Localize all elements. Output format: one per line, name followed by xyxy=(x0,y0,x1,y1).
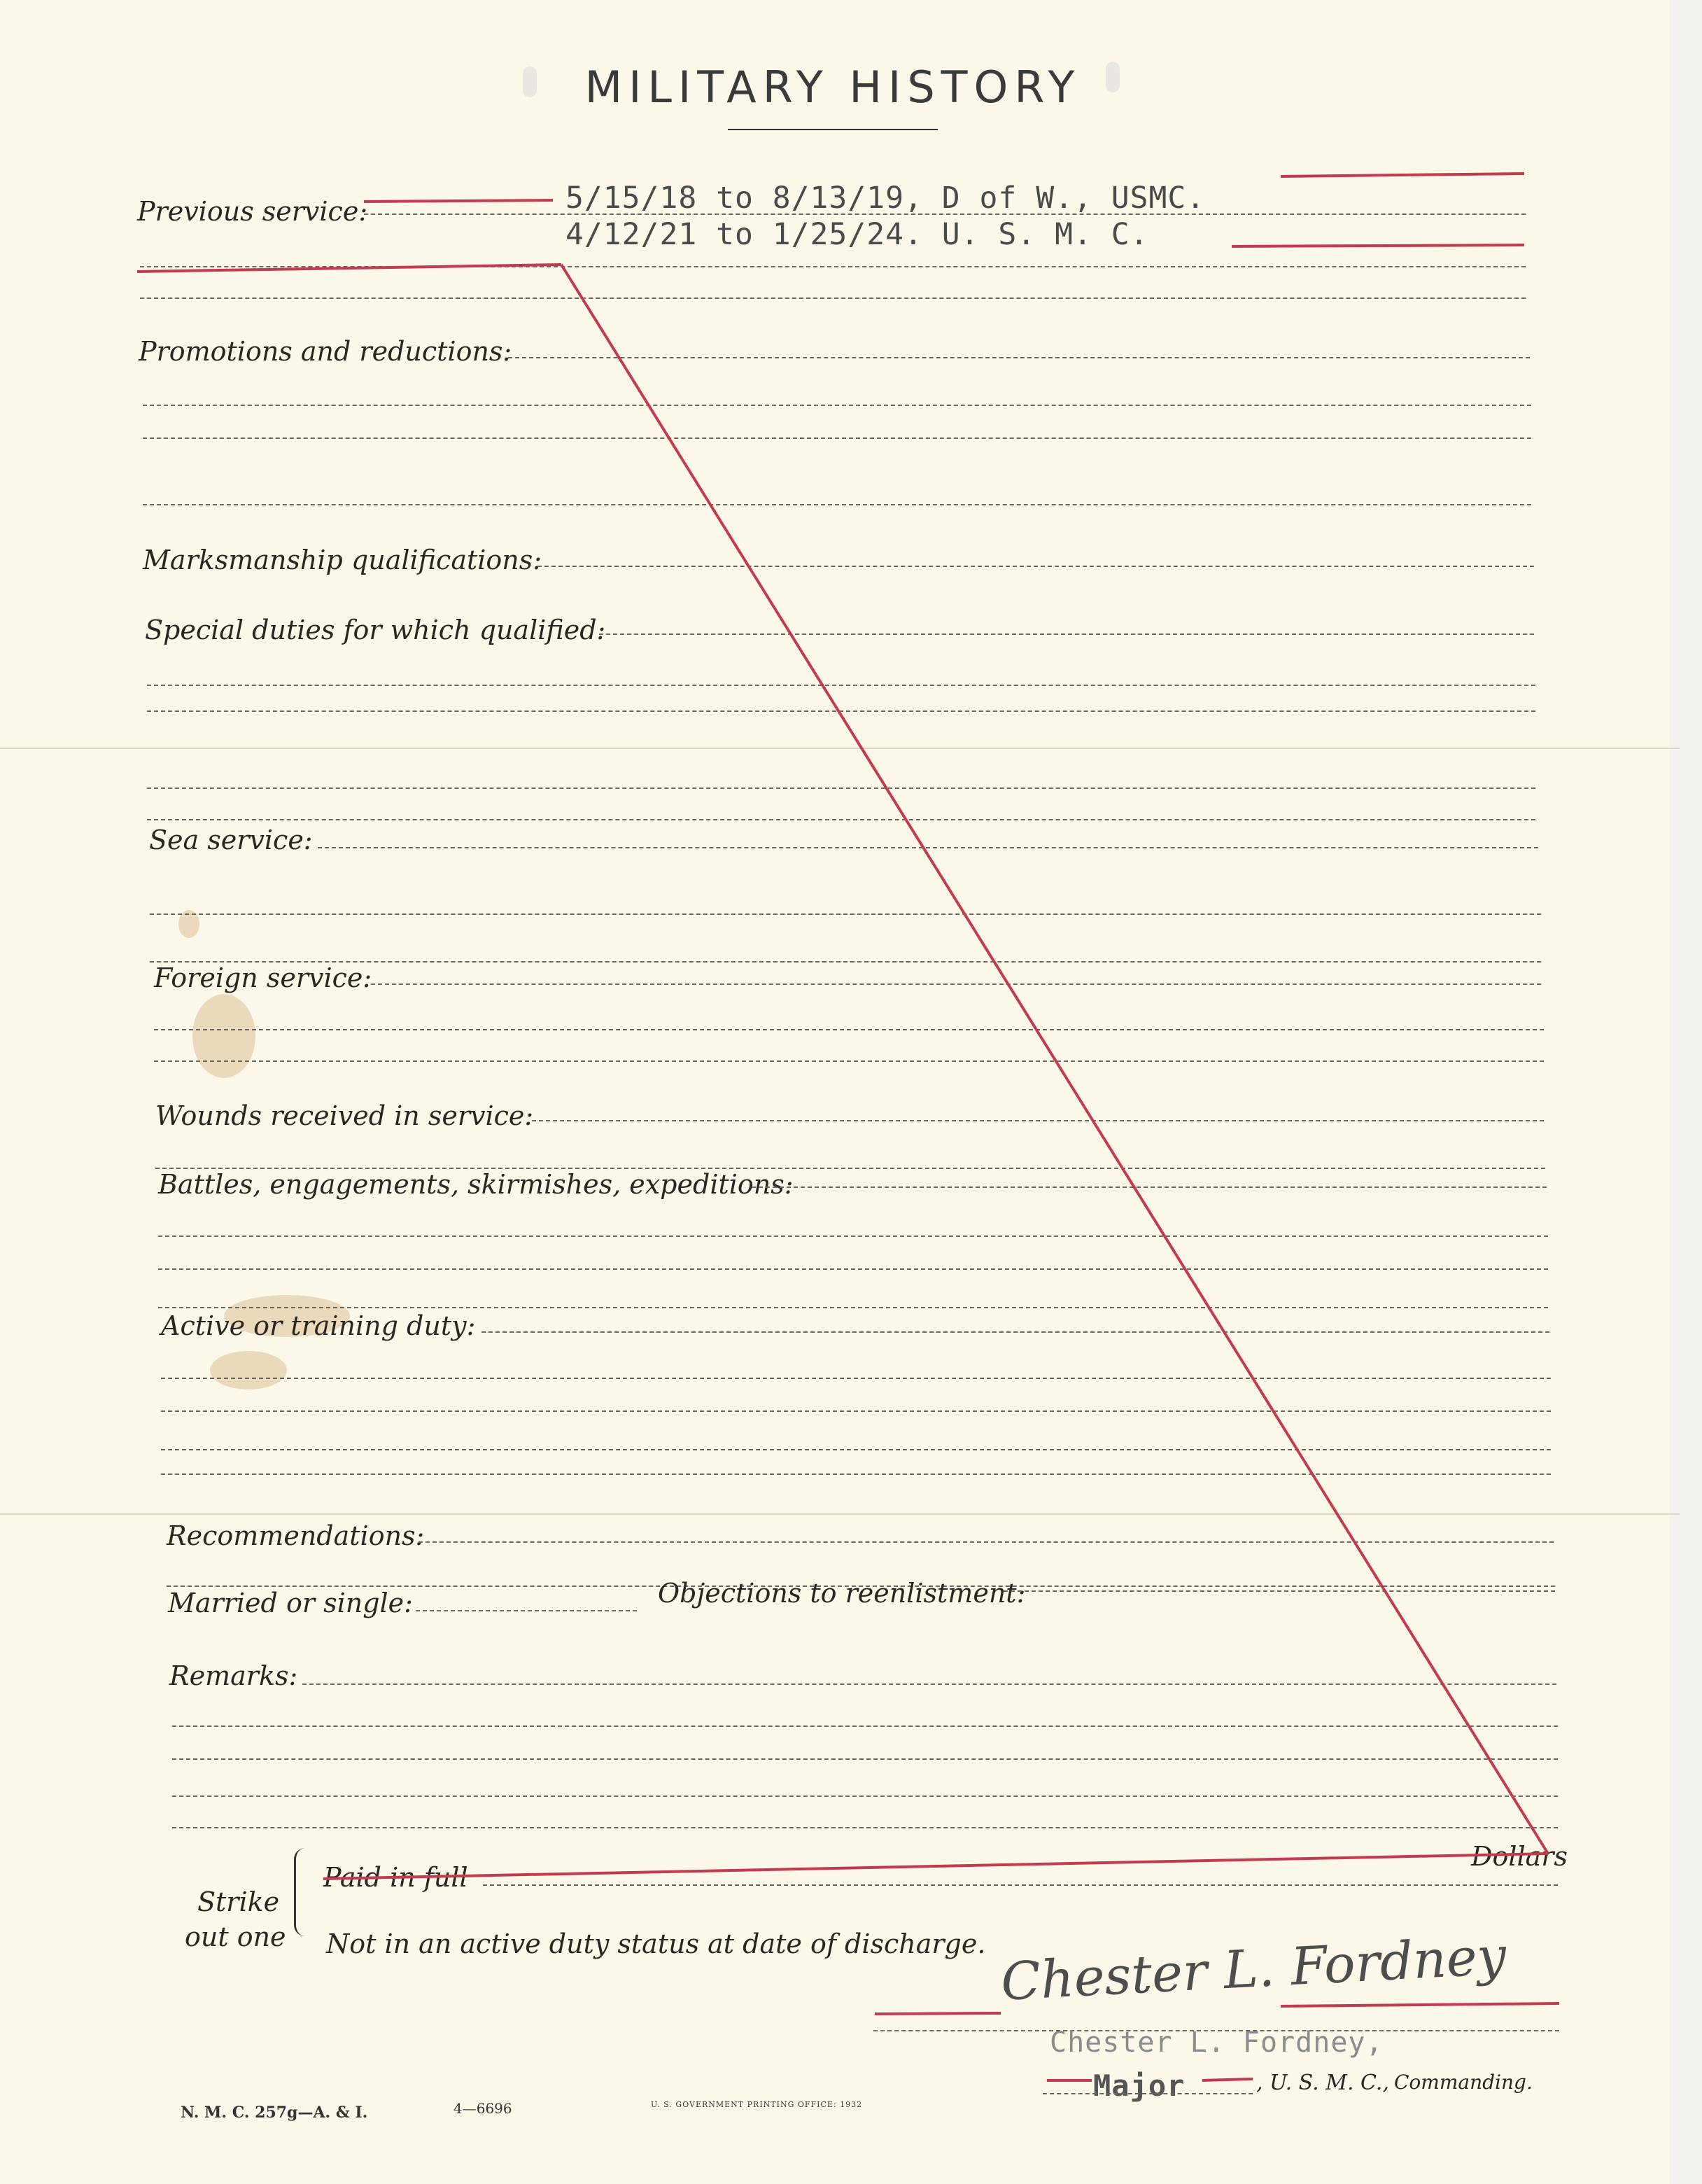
form-code: 4—6696 xyxy=(453,2100,512,2117)
label-dollars: Dollars xyxy=(1471,1841,1568,1872)
previous-service-entry: 4/12/21 to 1/25/24. U. S. M. C. xyxy=(565,217,1149,252)
handwritten-signature: Chester L. Fordney xyxy=(999,1926,1508,2012)
page-title: MILITARY HISTORY xyxy=(584,62,1081,113)
red-signature-line xyxy=(875,2013,1001,2014)
red-strike-line xyxy=(137,265,561,272)
label-marksmanship: Marksmanship qualifications: xyxy=(143,545,542,575)
label-recommendations: Recommendations: xyxy=(167,1520,425,1551)
red-rank-line xyxy=(1202,2079,1253,2080)
previous-service-entry: 5/15/18 to 8/13/19, D of W., USMC. xyxy=(565,181,1206,216)
printer-imprint: U. S. GOVERNMENT PRINTING OFFICE: 1932 xyxy=(651,2100,863,2109)
typed-signature-name: Chester L. Fordney, xyxy=(1050,2026,1384,2059)
label-active-duty: Active or training duty: xyxy=(161,1310,476,1341)
red-strike-line xyxy=(1281,174,1524,176)
label-previous-service: Previous service: xyxy=(137,196,368,227)
option-not-active: Not in an active duty status at date of discharge. xyxy=(326,1928,986,1959)
label-foreign-service: Foreign service: xyxy=(154,962,372,993)
label-objections: Objections to reenlistment: xyxy=(658,1578,1026,1609)
strike-label-line2: out one xyxy=(185,1921,286,1952)
red-diagonal-cancel-line xyxy=(561,265,1548,1854)
red-strike-line xyxy=(1232,245,1524,246)
label-married: Married or single: xyxy=(168,1588,413,1618)
form-number: N. M. C. 257g—A. & I. xyxy=(181,2104,368,2122)
label-promotions: Promotions and reductions: xyxy=(139,336,512,367)
commanding-text: Commanding. xyxy=(1394,2071,1533,2094)
red-paid-in-full-strike xyxy=(323,1854,1548,1879)
label-sea-service: Sea service: xyxy=(149,825,313,855)
label-battles: Battles, engagements, skirmishes, expeditions: xyxy=(158,1169,794,1200)
label-remarks: Remarks: xyxy=(169,1660,298,1691)
unit-text: , U. S. M. C., xyxy=(1256,2071,1389,2095)
label-special-duties: Special duties for which qualified: xyxy=(145,615,606,645)
option-paid-in-full: Paid in full xyxy=(323,1862,468,1893)
red-strike-line xyxy=(364,200,553,202)
red-signature-line xyxy=(1281,2003,1559,2006)
label-wounds: Wounds received in service: xyxy=(155,1100,534,1131)
typed-rank: Major xyxy=(1093,2068,1186,2103)
strike-label-line1: Strike xyxy=(197,1886,280,1917)
